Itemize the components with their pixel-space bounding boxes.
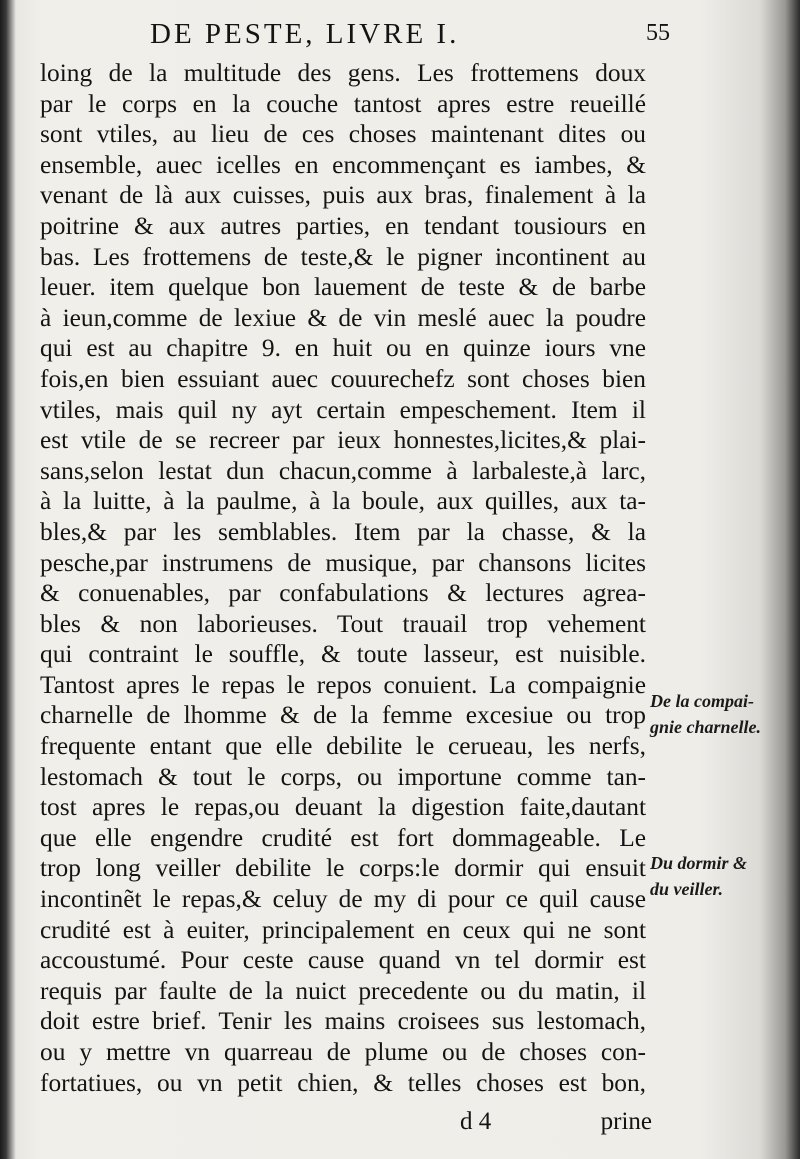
text-line: crudité est à euiter, principalement en ceux qui ne sont	[40, 915, 646, 944]
text-line: requis par faulte de la nuict precedente ou du matin, il	[40, 976, 646, 1005]
text-line: bles & non laborieuses. Tout trauail trop vehement	[40, 609, 646, 638]
text-line: tost apres le repas,ou deuant la digestion faite,dautant	[40, 793, 646, 822]
margin-note-line: du veiller.	[650, 879, 723, 899]
text-line: sont vtiles, au lieu de ces choses maintenant dites ou	[40, 120, 646, 149]
text-line: par le corps en la couche tantost apres estre reueillé	[40, 89, 646, 118]
margin-note-line: gnie charnelle.	[650, 717, 761, 737]
text-line: poitrine & aux autres parties, en tendant tousiours en	[40, 211, 646, 240]
page-number: 55	[646, 20, 670, 46]
margin-note-line: Du dormir &	[650, 853, 748, 873]
text-line: incontinẽt le repas,& celuy de my di pour ce quil cause	[40, 885, 646, 914]
text-line: bas. Les frottemens de teste,& le pigner incontinent au	[40, 242, 646, 271]
running-title: DE PESTE, LIVRE I.	[150, 18, 460, 50]
text-line: sans,selon lestat dun chacun,comme à larbaleste,à larc,	[40, 456, 646, 485]
running-header	[150, 18, 670, 58]
catchword: prine	[600, 1108, 652, 1135]
text-line: fois,en bien essuiant auec couurechefz sont choses bien	[40, 364, 646, 393]
text-line: ou y mettre vn quarreau de plume ou de choses con-	[40, 1038, 646, 1066]
text-line: à la luitte, à la paulme, à la boule, aux quilles, aux ta-	[40, 487, 646, 516]
text-line: à ieun,comme de lexiue & de vin meslé auec la poudre	[40, 303, 646, 332]
main-text-block	[40, 58, 646, 1098]
signature-mark: d 4	[460, 1108, 492, 1135]
text-line: vtiles, mais quil ny ayt certain empeschement. Item il	[40, 395, 646, 424]
text-line: leuer. item quelque bon lauement de teste & de barbe	[40, 273, 646, 302]
text-line: accoustumé. Pour ceste cause quand vn tel dormir est	[40, 946, 646, 975]
text-line: doit estre brief. Tenir les mains croisees sus lestomach,	[40, 1007, 646, 1036]
text-line: charnelle de lhomme & de la femme excesiue ou trop	[40, 701, 646, 730]
text-line: trop long veiller debilite le corps:le dormir qui ensuit	[40, 854, 646, 883]
text-line: venant de là aux cuisses, puis aux bras, finalement à la	[40, 181, 646, 210]
text-line: ensemble, auec icelles en encommençant es iambes, &	[40, 150, 646, 179]
text-line: fortatiues, ou vn petit chien, & telles choses est bon,	[40, 1068, 646, 1097]
page-footer	[40, 1108, 652, 1144]
text-line: bles,& par les semblables. Item par la chasse, & la	[40, 517, 646, 546]
text-line: que elle engendre crudité est fort dommageable. Le	[40, 823, 646, 852]
text-line: Tantost apres le repas le repos conuient. La compaignie	[40, 670, 646, 699]
margin-note-line: De la compai-	[650, 691, 754, 711]
text-line: & conuenables, par confabulations & lectures agrea-	[40, 579, 646, 608]
text-line: frequente entant que elle debilite le cerueau, les nerfs,	[40, 732, 646, 761]
margin-note-dormir	[650, 850, 795, 902]
text-line: est vtile de se recreer par ieux honnestes,licites,& plai-	[40, 426, 646, 455]
text-line: qui contraint le souffle, & toute lasseur, est nuisible.	[40, 640, 646, 669]
text-line: lestomach & tout le corps, ou importune comme tan-	[40, 762, 646, 791]
text-line: qui est au chapitre 9. en huit ou en quinze iours vne	[40, 334, 646, 363]
margin-note-compaignie	[650, 688, 795, 740]
text-line: pesche,par instrumens de musique, par chansons licites	[40, 548, 646, 577]
text-line: loing de la multitude des gens. Les frottemens doux	[40, 59, 646, 87]
